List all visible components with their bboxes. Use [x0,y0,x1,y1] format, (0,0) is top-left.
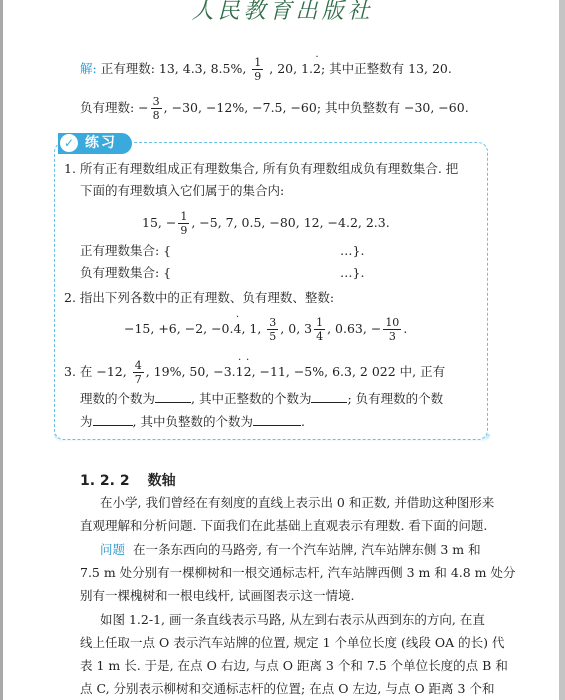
page-edge-right [559,0,565,700]
answer-blank[interactable] [155,389,191,403]
check-circle-icon: ✓ [60,134,78,152]
q3-line1: 3. 在 −12, $\frac{4}{7}$ , 19%, 50, −3.1 ˙2 ˙, −11, −5%, 6.3, 2 022 中, 正有 [64,359,445,386]
q2-numbers: −15, +6, −2, −0.4 ˙, 1, $\frac{3}{5}$ , 0, 3 $\frac{1}{4}$ , 0.63, − $\frac{10}{3}$ . [124,316,407,343]
section-number: 1. 2. 2 [80,473,130,489]
fraction: $\frac{1}{9}$ [254,56,262,83]
solution-positive-suffix: ; 其中正整数有 13, 20. [320,61,452,76]
q1-numbers: 15, − $\frac{1}{9}$ , −5, 7, 0.5, −80, 12, −4.2, 2.3. [142,210,390,237]
section-title: 数轴 [147,473,176,489]
solution-positive-line [80,56,452,83]
paragraph-line: 线上任取一点 O 表示汽车站牌的位置, 规定 1 个单位长度 (线段 OA 的长) 代 [80,635,505,650]
negative-set-label: 负有理数集合: { [80,265,172,280]
solution-negative-prefix: 负有理数: − [80,100,149,115]
q2-line1: 2. 指出下列各数中的正有理数、负有理数、整数: [64,290,335,305]
fraction: $\frac{1}{9}$ [180,210,188,237]
fraction: $\frac{3}{8}$ [152,95,160,122]
q1-line2: 下面的有理数填入它们属于的集合内: [80,183,285,198]
solution-positive-prefix: 正有理数: 13, 4.3, 8.5%, [100,61,247,76]
answer-blank[interactable] [253,412,301,426]
repeating-digit: 4 ˙ [233,321,241,336]
page-edge-left [0,0,3,700]
repeating-digit: 2 ˙ [244,364,252,379]
exercise-tag [58,133,132,154]
q1-negative-set-end: …}. [340,265,365,280]
fraction: $\frac{10}{3}$ [385,316,400,343]
fraction: $\frac{1}{4}$ [316,316,324,343]
q1-line1: 1. 所有正有理数组成正有理数集合, 所有负有理数组成负有理数集合. 把 [64,161,459,176]
q1-negative-set [80,264,171,282]
repeating-digit: 2 ˙ [313,61,321,76]
paragraph-line: 别有一棵槐树和一根电线杆, 试画图表示这一情境. [80,588,355,603]
solution-negative-suffix: , −30, −12%, −7.5, −60; 其中负整数有 −30, −60. [163,100,469,115]
q1-positive-set-end: …}. [340,243,365,258]
answer-blank[interactable] [311,389,347,403]
repeating-digit: 1 ˙ [236,364,244,379]
q3-line2: 理数的个数为 , 其中正整数的个数为 ; 负有理数的个数 [80,391,444,406]
paragraph-line: 表 1 m 长. 于是, 在点 O 右边, 与点 O 距离 3 个和 7.5 个单位长度的点 B 和 [80,658,508,673]
fraction: $\frac{3}{5}$ [269,316,277,343]
problem-line: 问题 在一条东西向的马路旁, 有一个汽车站牌, 汽车站牌东侧 3 m 和 [100,542,481,557]
section-heading [80,470,176,490]
fraction: $\frac{4}{7}$ [134,359,142,386]
paragraph-line: 如图 1.2-1, 画一条直线表示马路, 从左到右表示从西到东的方向, 在直 [100,612,485,627]
exercise-label: 练习 [85,135,117,151]
paragraph-line: 直观理解和分析问题. 下面我们在此基础上直观表示有理数. 看下面的问题. [80,518,488,533]
q1-positive-set [80,242,171,260]
paragraph-line: 在小学, 我们曾经在有刻度的直线上表示出 0 和正数, 并借助这种图形来 [100,495,495,510]
solution-positive-mid: , 20, 1. [269,61,313,76]
publisher-logo: 人民教育出版社 [191,0,374,24]
paragraph-line: 7.5 m 处分别有一棵柳树和一根交通标志杆, 汽车站牌西侧 3 m 和 4.8 m 处分 [80,565,516,580]
positive-set-label: 正有理数集合: { [80,243,172,258]
problem-label: 问题 [100,542,126,557]
q3-line3: 为 , 其中负整数的个数为 . [80,414,305,429]
solution-negative-line [80,95,469,122]
solution-label: 解: [80,61,97,76]
paragraph-line: 点 C, 分别表示柳树和交通标志杆的位置; 在点 O 左边, 与点 O 距离 3 个和 [80,681,495,696]
answer-blank[interactable] [93,412,133,426]
